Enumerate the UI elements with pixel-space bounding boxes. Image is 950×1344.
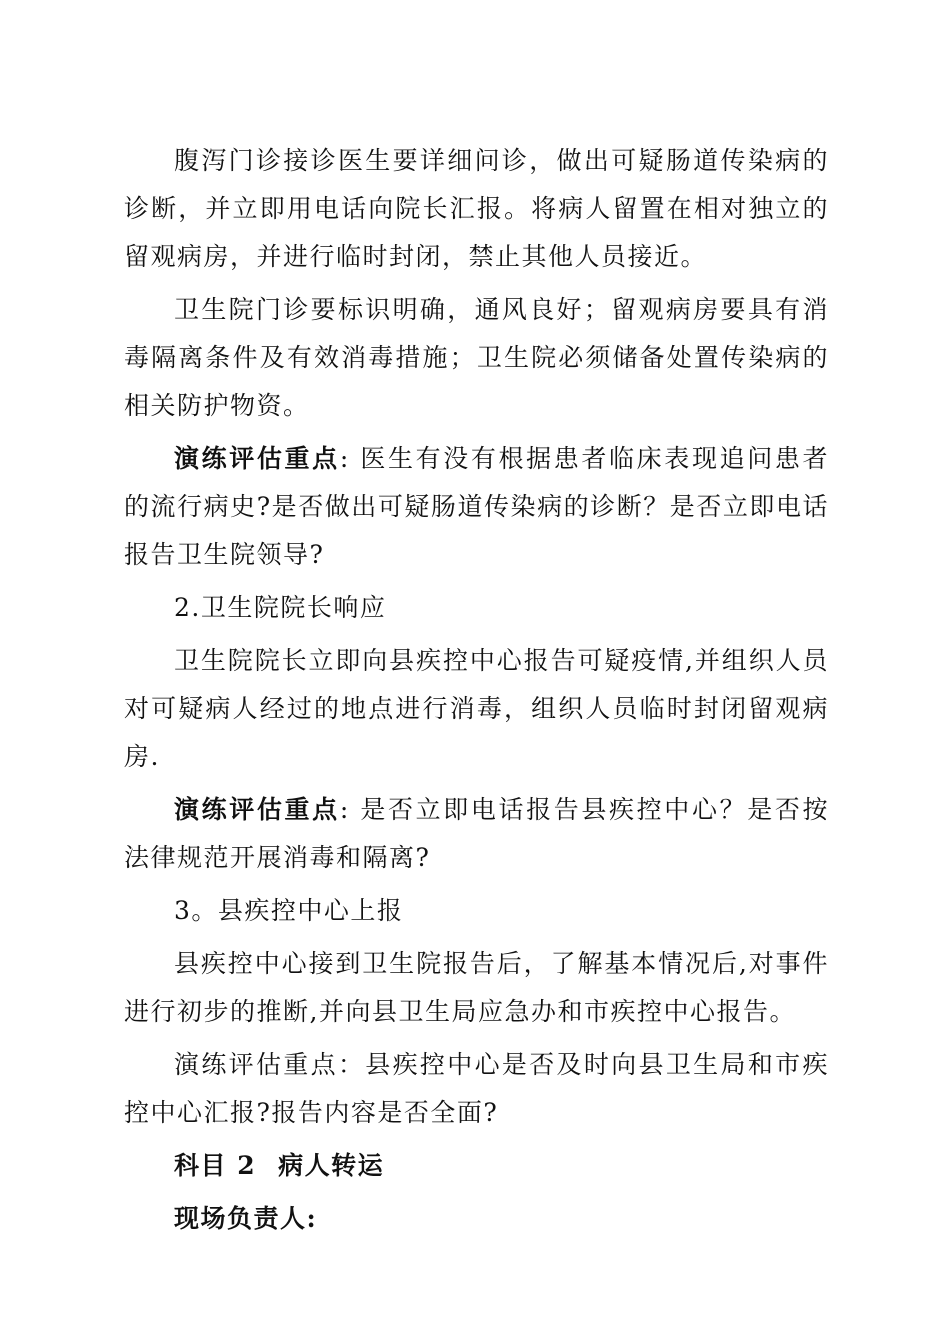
evaluation-label: 演练评估重点 (174, 444, 340, 473)
paragraph-cdc-report: 县疾控中心接到卫生院报告后，了解基本情况后,对事件进行初步的推断,并向县卫生局应急办和市疾控中心报告。 (124, 949, 829, 1026)
paragraph-evaluation-2 (124, 786, 829, 882)
subject-heading (124, 1142, 829, 1190)
paragraph-evaluation-3: 演练评估重点：县疾控中心是否及时向县卫生局和市疾控中心汇报?报告内容是否全面? (124, 1050, 829, 1127)
section-heading-cdc-report: 3。县疾控中心上报 (174, 896, 404, 925)
document-page (124, 137, 829, 1248)
subject-number: 科目 2 (174, 1151, 257, 1180)
field-site-leader: 现场负责人: (174, 1204, 318, 1233)
paragraph-evaluation-1 (124, 435, 829, 579)
paragraph-clinic-requirements: 卫生院门诊要标识明确，通风良好；留观病房要具有消毒隔离条件及有效消毒措施；卫生院必须储备处置传染病的相关防护物资。 (124, 295, 829, 420)
evaluation-text: : 是否立即电话报告县疾控中心？是否按法律规范开展消毒和隔离? (124, 795, 829, 872)
evaluation-text: : 医生有没有根据患者临床表现追问患者的流行病史?是否做出可疑肠道传染病的诊断？是否立即电话报告卫生院领导? (124, 444, 829, 569)
paragraph-director-report: 卫生院院长立即向县疾控中心报告可疑疫情,并组织人员对可疑病人经过的地点进行消毒，组织人员临时封闭留观病房. (124, 646, 829, 771)
evaluation-label: 演练评估重点 (174, 795, 340, 824)
subject-title: 病人转运 (278, 1151, 385, 1180)
paragraph-diarrhea-clinic: 腹泻门诊接诊医生要详细问诊，做出可疑肠道传染病的诊断，并立即用电话向院长汇报。将病人留置在相对独立的留观病房，并进行临时封闭，禁止其他人员接近。 (124, 146, 829, 271)
section-heading-director-response: 2.卫生院院长响应 (174, 593, 387, 622)
